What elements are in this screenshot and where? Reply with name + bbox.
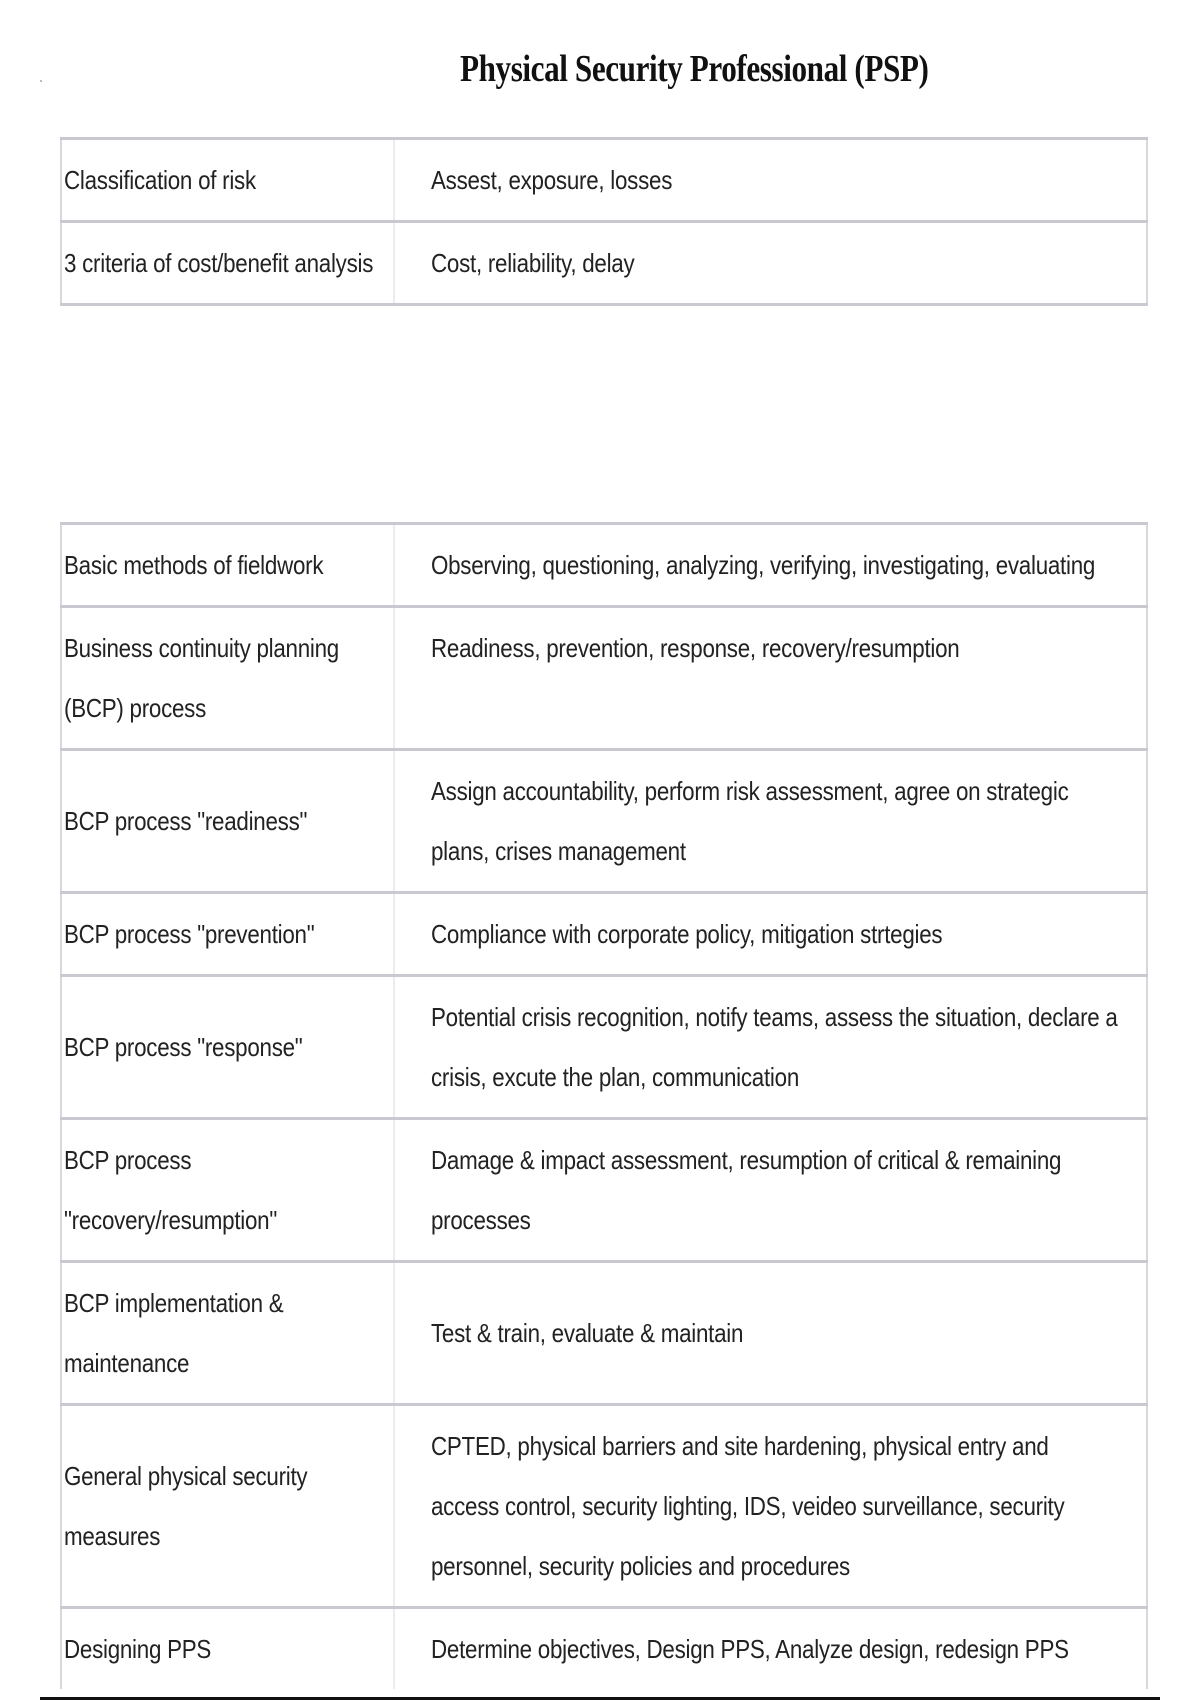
table-row — [61, 1262, 1147, 1405]
definition-cell — [394, 750, 1147, 893]
definition-cell — [394, 524, 1147, 607]
definition-text: Cost, reliability, delay — [431, 248, 635, 278]
term-text: BCP process "response" — [64, 1032, 303, 1062]
term-cell — [61, 1608, 394, 1690]
term-text: BCP process "recovery/resumption" — [64, 1145, 278, 1235]
table-row — [61, 976, 1147, 1119]
table-row — [61, 1608, 1147, 1690]
term-text: BCP process "prevention" — [64, 919, 315, 949]
risk-terms-table — [60, 137, 1148, 306]
definition-cell — [394, 1262, 1147, 1405]
definition-text: Damage & impact assessment, resumption of critical & remaining processes — [431, 1145, 1062, 1235]
term-cell — [61, 524, 394, 607]
definition-cell — [394, 222, 1147, 305]
term-cell — [61, 222, 394, 305]
definition-text: Potential crisis recognition, notify teams, assess the situation, declare a crisis, excute the plan, communication — [431, 1002, 1118, 1092]
definition-cell — [394, 893, 1147, 976]
table-row — [61, 1405, 1147, 1608]
definition-cell — [394, 1405, 1147, 1608]
term-cell — [61, 1405, 394, 1608]
table-row — [61, 524, 1147, 607]
table-row — [61, 139, 1147, 222]
term-cell — [61, 1119, 394, 1262]
term-text: Classification of risk — [64, 165, 256, 195]
definition-text: Assign accountability, perform risk assessment, agree on strategic plans, crises management — [431, 776, 1069, 866]
term-text: Business continuity planning (BCP) process — [64, 633, 339, 723]
definition-cell — [394, 976, 1147, 1119]
table-row — [61, 607, 1147, 750]
definition-cell — [394, 139, 1147, 222]
term-text: Basic methods of fieldwork — [64, 550, 324, 580]
definition-text: Observing, questioning, analyzing, verifying, investigating, evaluating — [431, 550, 1096, 580]
definition-cell — [394, 607, 1147, 750]
bcp-terms-table — [60, 522, 1148, 1689]
term-cell — [61, 750, 394, 893]
term-text: BCP implementation & maintenance — [64, 1288, 284, 1378]
term-text: General physical security measures — [64, 1461, 308, 1551]
term-cell — [61, 893, 394, 976]
term-cell — [61, 607, 394, 750]
table-row — [61, 750, 1147, 893]
term-text: BCP process "readiness" — [64, 806, 308, 836]
definition-cell — [394, 1608, 1147, 1690]
table-row — [61, 1119, 1147, 1262]
definition-text: Assest, exposure, losses — [431, 165, 673, 195]
scan-artifact-dot — [40, 80, 42, 82]
term-text: 3 criteria of cost/benefit analysis — [64, 248, 374, 278]
table-row — [61, 893, 1147, 976]
definition-text: Compliance with corporate policy, mitigation strtegies — [431, 919, 943, 949]
term-text: Designing PPS — [64, 1634, 212, 1664]
definition-cell — [394, 1119, 1147, 1262]
term-cell — [61, 976, 394, 1119]
term-cell — [61, 1262, 394, 1405]
definition-text: Determine objectives, Design PPS, Analyze design, redesign PPS — [431, 1634, 1069, 1664]
definition-text: Test & train, evaluate & maintain — [431, 1318, 744, 1348]
definition-text: CPTED, physical barriers and site hardening, physical entry and access control, security lighting, IDS, veideo surveillance, security personnel, security policies and procedures — [431, 1431, 1065, 1581]
page-title: Physical Security Professional (PSP) — [460, 48, 929, 91]
term-cell — [61, 139, 394, 222]
definition-text: Readiness, prevention, response, recovery/resumption — [431, 633, 960, 663]
table-row — [61, 222, 1147, 305]
